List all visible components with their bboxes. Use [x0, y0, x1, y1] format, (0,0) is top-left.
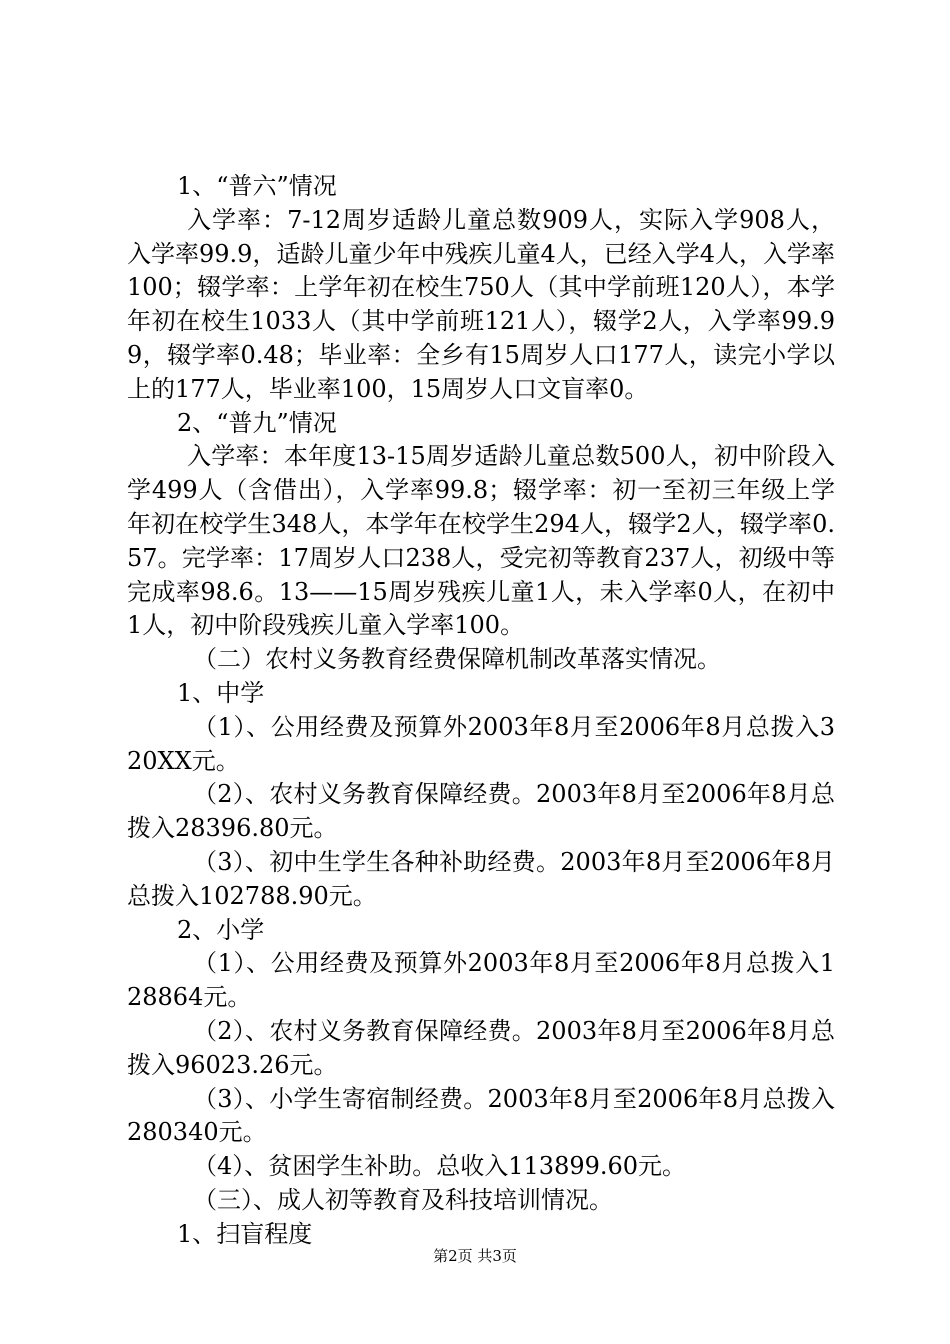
heading-section-2: （二）农村义务教育经费保障机制改革落实情况。	[193, 645, 721, 674]
heading-literacy: 1、扫盲程度	[177, 1219, 313, 1248]
page-footer: 第2页 共3页	[433, 1247, 517, 1265]
item-primary-2: （2）、农村义务教育保障经费。2003年8月至2006年8月总拨入96023.26元。	[127, 1016, 835, 1079]
heading-pu-jiu: 2、“普九”情况	[177, 408, 337, 437]
item-primary-4: （4）、贫困学生补助。总收入113899.60元。	[193, 1152, 687, 1181]
item-primary-3: （3）、小学生寄宿制经费。2003年8月至2006年8月总拨入280340元。	[127, 1084, 835, 1147]
document-body	[127, 170, 835, 1252]
item-middle-3: （3）、初中生学生各种补助经费。2003年8月至2006年8月总拨入102788.90元。	[127, 847, 835, 910]
heading-primary-school: 2、小学	[177, 915, 265, 944]
heading-middle-school: 1、中学	[177, 678, 265, 707]
heading-pu-liu: 1、“普六”情况	[177, 172, 337, 200]
heading-section-3: （三）、成人初等教育及科技培训情况。	[193, 1185, 613, 1214]
item-middle-2: （2）、农村义务教育保障经费。2003年8月至2006年8月总拨入28396.80元。	[127, 780, 835, 843]
paragraph-pu-liu-rates: 入学率：7-12周岁适龄儿童总数909人，实际入学908人，入学率99.9，适龄儿童少年中残疾儿童4人，已经入学4人，入学率100；辍学率：上学年初在校生750人（其中学前班120人），本学年初在校生1033人（其中学前班121人），辍学2人，入学率99.99，辍学率0.48；毕业率：全乡有15周岁人口177人，读完小学以上的177人，毕业率100，15周岁人口文盲率0。	[127, 205, 835, 403]
item-middle-1: （1）、公用经费及预算外2003年8月至2006年8月总拨入320XX元。	[127, 712, 835, 775]
item-primary-1: （1）、公用经费及预算外2003年8月至2006年8月总拨入128864元。	[127, 949, 835, 1012]
paragraph-pu-jiu-rates: 入学率：本年度13-15周岁适龄儿童总数500人，初中阶段入学499人（含借出），入学率99.8；辍学率：初一至初三年级上学年初在校学生348人，本学年在校学生294人，辍学2人，辍学率0.57。完学率：17周岁人口238人，受完初等教育237人，初级中等完成率98.6。13——15周岁残疾儿童1人，未入学率0人，在初中1人，初中阶段残疾儿童入学率100。	[127, 442, 835, 640]
